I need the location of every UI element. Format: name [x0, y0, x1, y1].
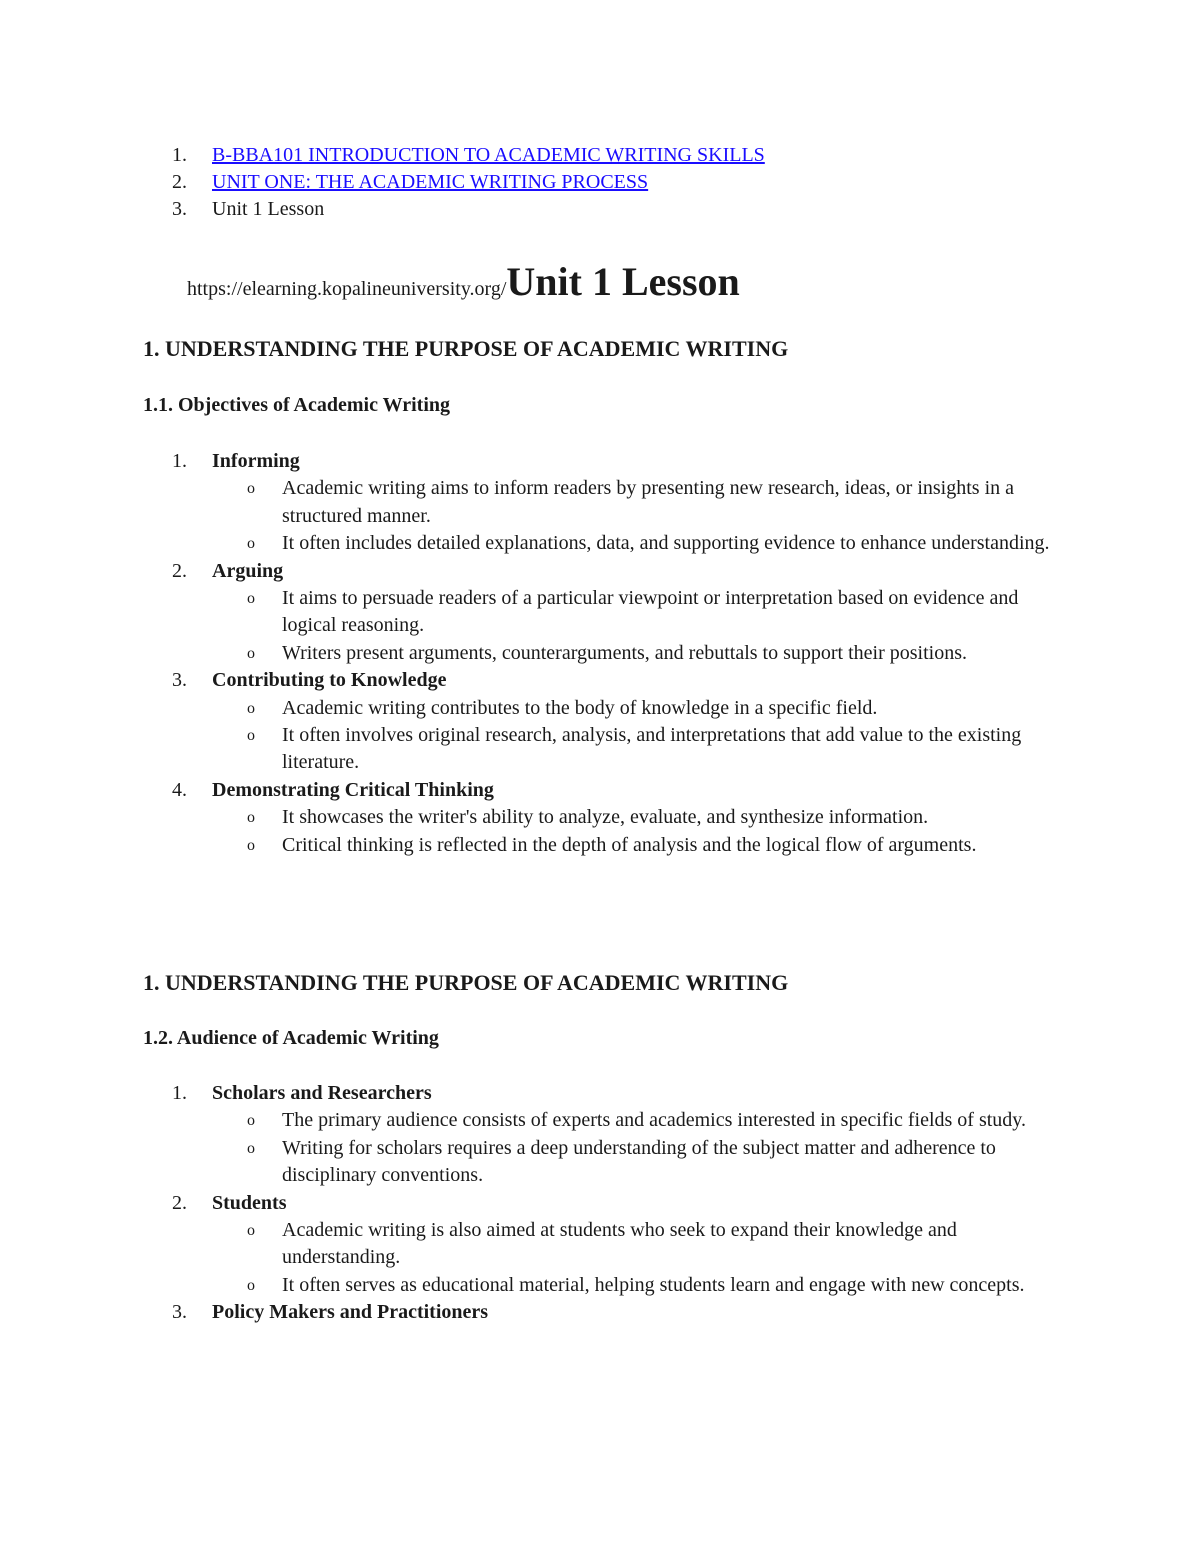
- bullet-item: [172, 530, 1052, 557]
- bullet-list: [172, 1217, 1052, 1299]
- list-item-heading: [172, 1080, 1052, 1107]
- list-item-number: 2.: [172, 1191, 187, 1214]
- audience-list: [172, 1080, 1052, 1327]
- list-item-number: 2.: [172, 559, 187, 582]
- breadcrumb: [172, 142, 765, 223]
- section-subheading: 1.2. Audience of Academic Writing: [143, 1027, 439, 1049]
- bullet-icon: o: [247, 1139, 255, 1157]
- bullet-text: Academic writing contributes to the body of knowledge in a specific field.: [282, 696, 878, 719]
- bullet-item: [172, 475, 1052, 530]
- breadcrumb-link-course[interactable]: B-BBA101 INTRODUCTION TO ACADEMIC WRITING SKILLS: [212, 144, 765, 166]
- bullet-list: [172, 1107, 1052, 1189]
- bullet-list: [172, 804, 1052, 859]
- bullet-item: [172, 695, 1052, 722]
- section-heading: 1. UNDERSTANDING THE PURPOSE OF ACADEMIC WRITING: [143, 970, 789, 995]
- list-item-title: Students: [212, 1191, 287, 1214]
- bullet-list: [172, 585, 1052, 667]
- list-item-title: Scholars and Researchers: [212, 1082, 432, 1104]
- bullet-text: It often serves as educational material, helping students learn and engage with new concepts.: [282, 1273, 1025, 1296]
- bullet-text: It aims to persuade readers of a particular viewpoint or interpretation based on evidence and logical reasoning.: [282, 587, 1019, 637]
- bullet-item: [172, 722, 1052, 777]
- bullet-item: [172, 832, 1052, 859]
- section-subheading: 1.1. Objectives of Academic Writing: [143, 394, 450, 416]
- page-header: [187, 258, 740, 305]
- bullet-list: [172, 695, 1052, 777]
- list-item-title: Arguing: [212, 559, 284, 582]
- breadcrumb-link-unit[interactable]: UNIT ONE: THE ACADEMIC WRITING PROCESS: [212, 171, 649, 193]
- bullet-icon: o: [247, 836, 255, 854]
- breadcrumb-item: 2. UNIT ONE: THE ACADEMIC WRITING PROCESS: [172, 169, 765, 196]
- bullet-icon: o: [247, 809, 255, 827]
- breadcrumb-item: 1. B-BBA101 INTRODUCTION TO ACADEMIC WRITING SKILLS: [172, 142, 765, 169]
- page-url: https://elearning.kopalineuniversity.org/: [187, 278, 507, 300]
- list-item-heading: [172, 448, 1052, 475]
- bullet-text: Academic writing is also aimed at students who seek to expand their knowledge and understanding.: [282, 1219, 957, 1269]
- bullet-text: Writers present arguments, counterarguments, and rebuttals to support their positions.: [282, 641, 967, 664]
- bullet-icon: o: [247, 727, 255, 745]
- bullet-item: [172, 804, 1052, 831]
- list-item-title: Policy Makers and Practitioners: [212, 1301, 489, 1324]
- list-item: [172, 777, 1052, 859]
- list-item-title: Contributing to Knowledge: [212, 669, 447, 692]
- list-item: [172, 558, 1052, 668]
- bullet-item: [172, 1135, 1052, 1190]
- bullet-item: [172, 1272, 1052, 1299]
- bullet-text: The primary audience consists of experts and academics interested in specific fields of study.: [282, 1109, 1027, 1132]
- bullet-text: Academic writing aims to inform readers by presenting new research, ideas, or insights in a structured manner.: [282, 477, 1015, 527]
- list-item-heading: [172, 1190, 1052, 1217]
- bullet-icon: o: [247, 699, 255, 717]
- list-item-number: 3.: [172, 1301, 187, 1324]
- bullet-text: Writing for scholars requires a deep understanding of the subject matter and adherence to disciplinary conventions.: [282, 1136, 996, 1187]
- bullet-item: [172, 1217, 1052, 1272]
- list-item: [172, 1190, 1052, 1300]
- bullet-icon: o: [247, 644, 255, 662]
- breadcrumb-current: Unit 1 Lesson: [212, 198, 325, 220]
- bullet-icon: o: [247, 480, 255, 498]
- bullet-text: It showcases the writer's ability to analyze, evaluate, and synthesize information.: [282, 806, 929, 829]
- bullet-item: [172, 640, 1052, 667]
- list-item: [172, 448, 1052, 558]
- bullet-text: It often includes detailed explanations, data, and supporting evidence to enhance understanding.: [282, 532, 1050, 555]
- bullet-icon: o: [247, 590, 255, 608]
- bullet-icon: o: [247, 1276, 255, 1294]
- list-item: [172, 1299, 1052, 1326]
- bullet-icon: o: [247, 535, 255, 553]
- list-item: [172, 1080, 1052, 1190]
- bullet-list: [172, 475, 1052, 557]
- list-item-number: 3.: [172, 669, 187, 692]
- list-item-heading: [172, 558, 1052, 585]
- bullet-icon: o: [247, 1222, 255, 1240]
- list-item-number: 1.: [172, 1082, 187, 1104]
- list-item-number: 4.: [172, 778, 187, 801]
- bullet-text: Critical thinking is reflected in the depth of analysis and the logical flow of arguments.: [282, 833, 977, 856]
- section-heading: 1. UNDERSTANDING THE PURPOSE OF ACADEMIC WRITING: [143, 336, 789, 361]
- bullet-item: [172, 1107, 1052, 1134]
- list-item-number: 1.: [172, 450, 187, 472]
- list-item-title: Demonstrating Critical Thinking: [212, 778, 494, 801]
- bullet-item: [172, 585, 1052, 640]
- bullet-text: It often involves original research, analysis, and interpretations that add value to the existing literature.: [282, 724, 1022, 774]
- list-item-heading: [172, 667, 1052, 694]
- page-title: Unit 1 Lesson: [506, 259, 740, 304]
- list-item-heading: [172, 1299, 1052, 1326]
- bullet-icon: o: [247, 1112, 255, 1130]
- list-item: [172, 667, 1052, 777]
- list-item-title: Informing: [212, 450, 300, 472]
- list-item-heading: [172, 777, 1052, 804]
- objectives-list: [172, 448, 1052, 859]
- breadcrumb-item: 3. Unit 1 Lesson: [172, 196, 765, 223]
